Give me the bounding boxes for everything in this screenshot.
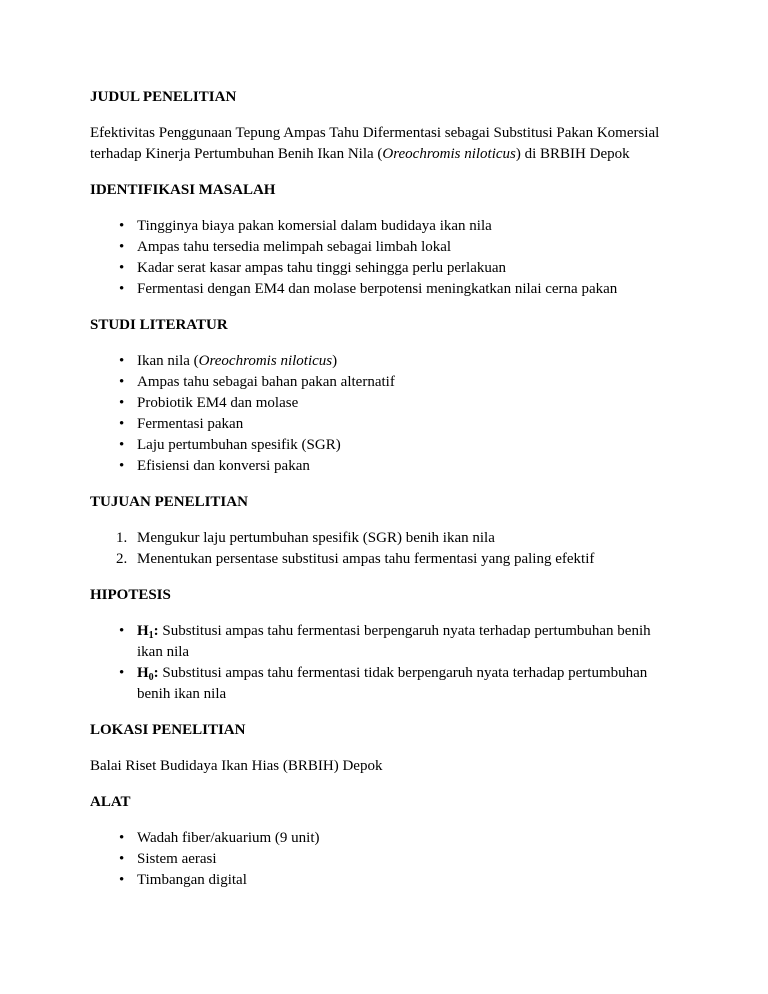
hypothesis-label-colon: : bbox=[153, 623, 159, 639]
hypothesis-h0-label bbox=[137, 665, 159, 681]
studi-item-post: ) bbox=[332, 353, 338, 369]
list-number: 1. bbox=[116, 530, 128, 546]
heading-judul-penelitian: JUDUL PENELITIAN bbox=[90, 89, 237, 105]
hypothesis-label-base: H bbox=[137, 665, 149, 681]
list-item bbox=[137, 621, 678, 663]
heading-identifikasi-masalah: IDENTIFIKASI MASALAH bbox=[90, 182, 276, 198]
list-item: • Probiotik EM4 dan molase bbox=[137, 393, 678, 414]
list-item bbox=[116, 528, 678, 549]
heading-tujuan-penelitian: TUJUAN PENELITIAN bbox=[90, 494, 248, 510]
hypothesis-text: Substitusi ampas tahu fermentasi berpengaruh nyata terhadap pertumbuhan benih ikan nila bbox=[137, 623, 651, 660]
list-item-text: Mengukur laju pertumbuhan spesifik (SGR) benih ikan nila bbox=[137, 530, 495, 546]
heading-studi-literatur: STUDI LITERATUR bbox=[90, 317, 228, 333]
list-item: • Sistem aerasi bbox=[137, 849, 678, 870]
list-item: • Ampas tahu sebagai bahan pakan alternatif bbox=[137, 372, 678, 393]
list-item-text: Menentukan persentase substitusi ampas tahu fermentasi yang paling efektif bbox=[137, 551, 595, 567]
list-item: • Ampas tahu tersedia melimpah sebagai limbah lokal bbox=[137, 237, 678, 258]
identifikasi-list bbox=[90, 216, 678, 300]
list-item bbox=[116, 549, 678, 570]
list-item bbox=[137, 663, 678, 705]
heading-lokasi-penelitian: LOKASI PENELITIAN bbox=[90, 722, 246, 738]
heading-hipotesis: HIPOTESIS bbox=[90, 587, 171, 603]
list-item bbox=[137, 351, 678, 372]
list-number: 2. bbox=[116, 551, 128, 567]
lokasi-paragraph: Balai Riset Budidaya Ikan Hias (BRBIH) Depok bbox=[90, 758, 383, 774]
hypothesis-label-base: H bbox=[137, 623, 149, 639]
list-item: • Wadah fiber/akuarium (9 unit) bbox=[137, 828, 678, 849]
list-item: • Fermentasi pakan bbox=[137, 414, 678, 435]
hipotesis-list bbox=[90, 621, 678, 705]
hypothesis-h1-label bbox=[137, 623, 159, 639]
species-name-italic: Oreochromis niloticus bbox=[382, 146, 516, 162]
hypothesis-label-subscript: 1 bbox=[148, 630, 154, 641]
title-paragraph bbox=[90, 123, 678, 165]
hypothesis-label-colon: : bbox=[153, 665, 159, 681]
list-item: • Laju pertumbuhan spesifik (SGR) bbox=[137, 435, 678, 456]
title-text-pre: Efektivitas Penggunaan Tepung Ampas Tahu Difermentasi sebagai Substitusi Pakan Komersial terhadap Kinerja Pertumbuhan Benih Ikan Nila ( bbox=[90, 125, 660, 162]
list-item: • Efisiensi dan konversi pakan bbox=[137, 456, 678, 477]
studi-item-pre: Ikan nila ( bbox=[137, 353, 199, 369]
list-item: • Kadar serat kasar ampas tahu tinggi sehingga perlu perlakuan bbox=[137, 258, 678, 279]
alat-list bbox=[90, 828, 678, 891]
heading-alat: ALAT bbox=[90, 794, 131, 810]
title-text-post: ) di BRBIH Depok bbox=[515, 146, 630, 162]
list-item: • Timbangan digital bbox=[137, 870, 678, 891]
species-name-italic: Oreochromis niloticus bbox=[198, 353, 333, 369]
hypothesis-label-subscript: 0 bbox=[148, 672, 154, 683]
studi-list bbox=[90, 351, 678, 477]
list-item: • Fermentasi dengan EM4 dan molase berpotensi meningkatkan nilai cerna pakan bbox=[137, 279, 678, 300]
hypothesis-text: Substitusi ampas tahu fermentasi tidak berpengaruh nyata terhadap pertumbuhan benih ikan nila bbox=[137, 665, 648, 702]
tujuan-list bbox=[90, 528, 678, 570]
list-item: • Tingginya biaya pakan komersial dalam budidaya ikan nila bbox=[137, 216, 678, 237]
